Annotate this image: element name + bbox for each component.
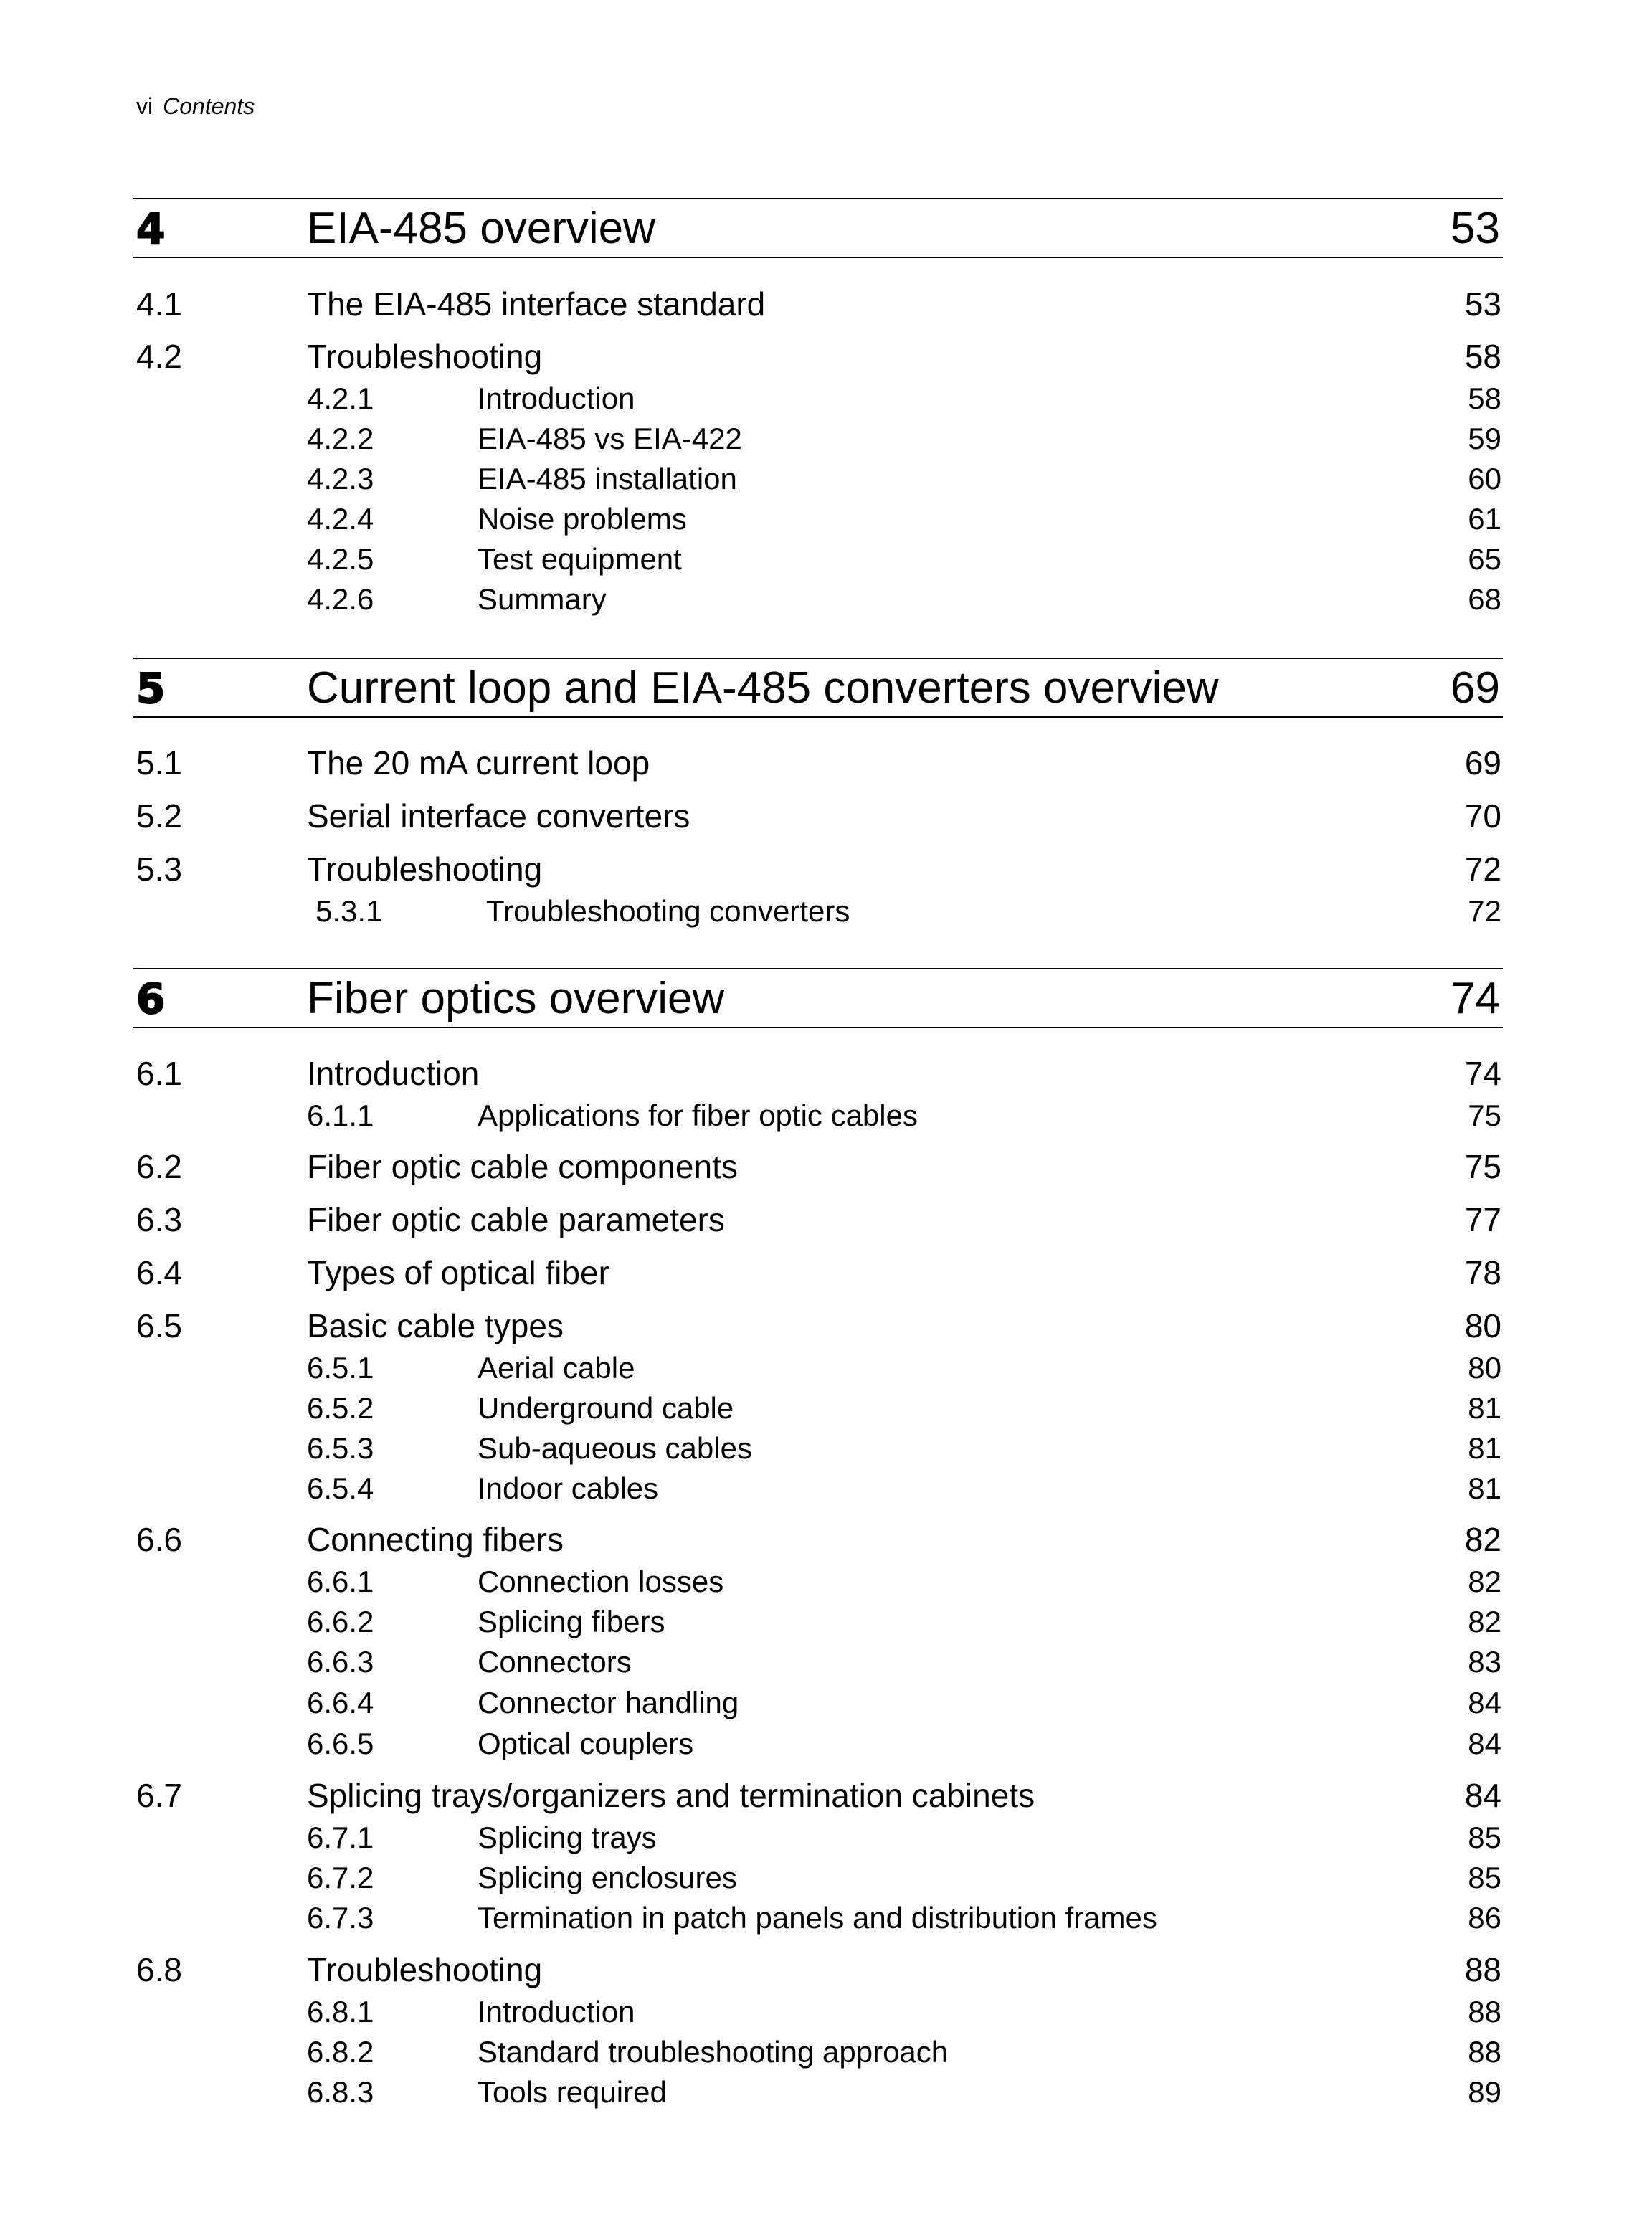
section-number: 5.3 — [136, 850, 182, 888]
section-title: Troubleshooting — [307, 850, 543, 888]
subsection-page: 82 — [1468, 1565, 1501, 1598]
section-title: Types of optical fiber — [307, 1254, 609, 1291]
toc-subsection[interactable] — [307, 499, 1501, 539]
subsection-title: Termination in patch panels and distribution frames — [478, 1901, 1157, 1935]
toc-section[interactable] — [136, 1251, 1501, 1294]
subsection-page: 81 — [1468, 1431, 1501, 1465]
chapter-heading — [133, 658, 1503, 718]
section-page: 74 — [1464, 1055, 1501, 1092]
subsection-page: 81 — [1468, 1391, 1501, 1425]
chapter-title[interactable]: Fiber optics overview — [307, 974, 725, 1023]
section-page: 70 — [1464, 797, 1501, 835]
subsection-number: 4.2.2 — [307, 422, 374, 455]
section-page: 58 — [1464, 338, 1501, 375]
subsection-number: 6.6.3 — [307, 1645, 374, 1679]
subsection-title: Underground cable — [478, 1391, 734, 1425]
toc-subsection[interactable] — [307, 579, 1501, 620]
subsection-number: 6.6.4 — [307, 1686, 374, 1719]
toc-section[interactable] — [136, 1198, 1501, 1241]
subsection-title: Standard troubleshooting approach — [478, 2035, 949, 2069]
chapter-title[interactable]: Current loop and EIA-485 converters overview — [307, 663, 1219, 713]
subsection-number: 6.7.1 — [307, 1821, 374, 1854]
toc-subsection[interactable] — [307, 2032, 1501, 2072]
subsection-title: Applications for fiber optic cables — [478, 1098, 918, 1132]
subsection-page: 85 — [1468, 1861, 1501, 1894]
toc-subsection[interactable] — [307, 1388, 1501, 1428]
subsection-page: 85 — [1468, 1821, 1501, 1854]
toc-subsection[interactable] — [307, 1348, 1501, 1388]
subsection-title: Splicing fibers — [478, 1605, 665, 1638]
section-number: 6.5 — [136, 1307, 182, 1344]
section-page: 78 — [1464, 1254, 1501, 1291]
subsection-page: 65 — [1468, 542, 1501, 576]
chapter-page: 69 — [1451, 663, 1500, 713]
subsection-number: 6.8.3 — [307, 2075, 374, 2109]
toc-section[interactable] — [136, 1774, 1501, 1817]
section-number: 4.2 — [136, 338, 182, 375]
section-page: 72 — [1464, 850, 1501, 888]
subsection-title: Troubleshooting converters — [486, 894, 850, 928]
subsection-number: 6.6.5 — [307, 1727, 374, 1760]
subsection-title: Aerial cable — [478, 1351, 635, 1385]
subsection-title: Splicing enclosures — [478, 1861, 737, 1894]
chapter-number: 4 — [136, 204, 166, 253]
toc-subsection[interactable] — [307, 419, 1501, 459]
toc-subsection[interactable] — [307, 1468, 1501, 1509]
toc-subsection[interactable] — [307, 1642, 1501, 1682]
section-page: 75 — [1464, 1148, 1501, 1185]
toc-section[interactable] — [136, 283, 1501, 326]
toc-subsection[interactable] — [315, 891, 1501, 931]
section-title: Splicing trays/organizers and termination cabinets — [307, 1777, 1035, 1814]
header-running-title: Contents — [163, 93, 255, 119]
toc-section[interactable] — [136, 1948, 1501, 1991]
toc-section[interactable] — [136, 848, 1501, 891]
section-page: 77 — [1464, 1201, 1501, 1238]
toc-subsection[interactable] — [307, 1683, 1501, 1723]
section-number: 6.2 — [136, 1148, 182, 1185]
subsection-page: 58 — [1468, 381, 1501, 415]
section-title: Troubleshooting — [307, 338, 543, 375]
toc-subsection[interactable] — [307, 1818, 1501, 1858]
subsection-number: 6.8.2 — [307, 2035, 374, 2069]
toc-subsection[interactable] — [307, 1096, 1501, 1136]
section-title: Serial interface converters — [307, 797, 690, 835]
subsection-page: 68 — [1468, 582, 1501, 616]
subsection-number: 6.8.1 — [307, 1995, 374, 2028]
toc-subsection[interactable] — [307, 459, 1501, 499]
subsection-number: 4.2.4 — [307, 502, 374, 536]
section-page: 82 — [1464, 1521, 1501, 1558]
subsection-page: 88 — [1468, 2035, 1501, 2069]
section-number: 6.4 — [136, 1254, 182, 1291]
section-page: 88 — [1464, 1951, 1501, 1988]
subsection-title: Connector handling — [478, 1686, 739, 1719]
section-title: The 20 mA current loop — [307, 744, 650, 782]
section-page: 53 — [1464, 285, 1501, 323]
section-title: Troubleshooting — [307, 1951, 543, 1988]
toc-section[interactable] — [136, 1304, 1501, 1347]
chapter-page: 53 — [1451, 204, 1500, 253]
chapter-heading — [133, 968, 1503, 1028]
chapter-title[interactable]: EIA-485 overview — [307, 204, 655, 253]
toc-section[interactable] — [136, 335, 1501, 378]
subsection-title: Noise problems — [478, 502, 687, 536]
subsection-number: 4.2.6 — [307, 582, 374, 616]
subsection-number: 6.5.3 — [307, 1431, 374, 1465]
subsection-page: 72 — [1468, 894, 1501, 928]
section-title: Connecting fibers — [307, 1521, 564, 1558]
subsection-number: 6.6.1 — [307, 1565, 374, 1598]
subsection-number: 6.6.2 — [307, 1605, 374, 1638]
section-number: 6.3 — [136, 1201, 182, 1238]
chapter-number: 5 — [136, 664, 166, 713]
toc-subsection[interactable] — [307, 1562, 1501, 1602]
toc-subsection[interactable] — [307, 1724, 1501, 1764]
toc-subsection[interactable] — [307, 539, 1501, 579]
section-title: Fiber optic cable parameters — [307, 1201, 725, 1238]
subsection-page: 89 — [1468, 2075, 1501, 2109]
header-page-number: vi — [136, 93, 153, 119]
subsection-number: 6.7.2 — [307, 1861, 374, 1894]
section-number: 6.1 — [136, 1055, 182, 1092]
section-number: 5.1 — [136, 744, 182, 782]
subsection-number: 6.5.1 — [307, 1351, 374, 1385]
subsection-page: 88 — [1468, 1995, 1501, 2028]
subsection-page: 83 — [1468, 1645, 1501, 1679]
subsection-page: 84 — [1468, 1727, 1501, 1760]
toc-section[interactable] — [136, 1145, 1501, 1188]
toc-subsection[interactable] — [307, 2072, 1501, 2112]
toc-subsection[interactable] — [307, 1428, 1501, 1468]
toc-subsection[interactable] — [307, 1858, 1501, 1898]
subsection-title: Tools required — [478, 2075, 667, 2109]
section-number: 4.1 — [136, 285, 182, 323]
subsection-title: Indoor cables — [478, 1471, 659, 1505]
chapter-number: 6 — [136, 974, 166, 1023]
subsection-number: 5.3.1 — [315, 894, 383, 928]
section-number: 6.7 — [136, 1777, 182, 1814]
subsection-page: 80 — [1468, 1351, 1501, 1385]
toc-subsection[interactable] — [307, 1602, 1501, 1642]
chapter-heading — [133, 198, 1503, 258]
toc-section[interactable] — [136, 1052, 1501, 1095]
toc-subsection[interactable] — [307, 1992, 1501, 2032]
subsection-title: Connectors — [478, 1645, 632, 1679]
subsection-page: 61 — [1468, 502, 1501, 536]
subsection-title: Sub-aqueous cables — [478, 1431, 752, 1465]
subsection-title: EIA-485 vs EIA-422 — [478, 422, 742, 455]
section-page: 80 — [1464, 1307, 1501, 1344]
section-number: 6.8 — [136, 1951, 182, 1988]
subsection-number: 4.2.1 — [307, 381, 374, 415]
subsection-page: 84 — [1468, 1686, 1501, 1719]
subsection-number: 6.7.3 — [307, 1901, 374, 1935]
subsection-title: EIA-485 installation — [478, 462, 737, 495]
subsection-title: Optical couplers — [478, 1727, 694, 1760]
subsection-title: Introduction — [478, 1995, 635, 2028]
subsection-number: 6.1.1 — [307, 1098, 374, 1132]
subsection-page: 59 — [1468, 422, 1501, 455]
subsection-number: 6.5.2 — [307, 1391, 374, 1425]
section-title: Introduction — [307, 1055, 480, 1092]
section-number: 6.6 — [136, 1521, 182, 1558]
section-page: 84 — [1464, 1777, 1501, 1814]
subsection-page: 60 — [1468, 462, 1501, 495]
section-page: 69 — [1464, 744, 1501, 782]
chapter-page: 74 — [1451, 974, 1500, 1023]
toc-subsection[interactable] — [307, 1898, 1501, 1938]
section-number: 5.2 — [136, 797, 182, 835]
toc-section[interactable] — [136, 794, 1501, 837]
subsection-title: Summary — [478, 582, 607, 616]
subsection-number: 4.2.5 — [307, 542, 374, 576]
subsection-title: Test equipment — [478, 542, 682, 576]
subsection-title: Splicing trays — [478, 1821, 657, 1854]
subsection-page: 81 — [1468, 1471, 1501, 1505]
toc-section[interactable] — [136, 741, 1501, 784]
toc-section[interactable] — [136, 1518, 1501, 1561]
subsection-title: Introduction — [478, 381, 635, 415]
subsection-number: 4.2.3 — [307, 462, 374, 495]
section-title: Fiber optic cable components — [307, 1148, 738, 1185]
subsection-number: 6.5.4 — [307, 1471, 374, 1505]
section-title: Basic cable types — [307, 1307, 564, 1344]
running-head — [136, 93, 255, 120]
subsection-page: 86 — [1468, 1901, 1501, 1935]
section-title: The EIA-485 interface standard — [307, 285, 766, 323]
subsection-page: 75 — [1468, 1098, 1501, 1132]
subsection-page: 82 — [1468, 1605, 1501, 1638]
toc-subsection[interactable] — [307, 379, 1501, 419]
subsection-title: Connection losses — [478, 1565, 724, 1598]
